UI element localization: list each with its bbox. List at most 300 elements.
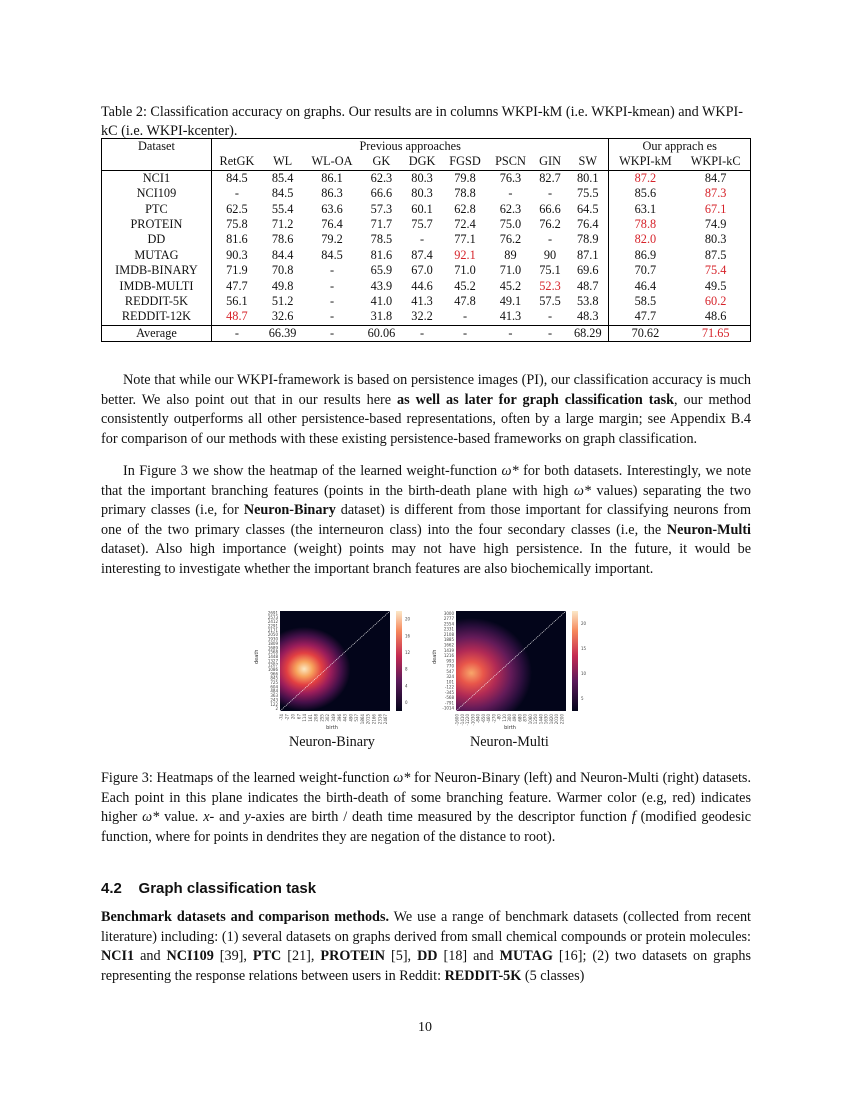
y-tick-label: 1216 (443, 653, 454, 659)
row-label: IMDB-BINARY (102, 263, 212, 278)
colorbar (572, 611, 578, 711)
table-cell: 68.29 (567, 325, 609, 341)
column-header: GIN (533, 154, 567, 170)
dataset-name: MUTAG (499, 948, 553, 965)
table-cell: 78.8 (454, 186, 476, 201)
table-cell: 71.9 (226, 263, 248, 278)
column-header: FGSD (442, 154, 488, 170)
text-run: , our method consistently outperforms all other persistence-based representations, often by a large margin; see Appendix B.4 for comparison of our methods with these existing persistence-based frameworks on graph classification. (101, 391, 751, 447)
x-tick-label: 161 (307, 714, 313, 722)
table-cell: 80.3 (681, 232, 750, 247)
text-run: [21], (281, 948, 321, 965)
y-tick-label: 1439 (443, 647, 454, 653)
text-run: Figure 3: Heatmaps of the learned weight-function (101, 770, 394, 786)
text-run: In Figure 3 we show the heatmap of the learned weight-function (123, 463, 502, 479)
math-omega: ω* (393, 770, 411, 786)
text-run: value. (159, 809, 204, 826)
y-tick-label: 1207 (267, 662, 278, 668)
table-cell: 87.5 (681, 248, 750, 263)
heatmap-neuron-binary (250, 606, 420, 731)
dataset-neuron-binary: Neuron-Binary (243, 502, 336, 519)
table-cell: 67.1 (681, 202, 750, 217)
table-cell: 81.6 (226, 232, 248, 247)
x-tick-label: 1440 (538, 714, 544, 725)
section-title: Graph classification task (138, 880, 317, 897)
colorbar-tick-label: 10 (581, 670, 587, 676)
table-cell: 69.6 (567, 263, 609, 278)
column-header: SW (567, 154, 609, 170)
y-tick-label: 2412 (267, 619, 278, 625)
dataset-name: NCI109 (166, 948, 214, 965)
figure-label-left: Neuron-Binary (289, 734, 375, 750)
table-cell: 48.3 (567, 309, 609, 325)
table-cell: 57.3 (370, 201, 393, 216)
y-tick-label: 2050 (267, 632, 278, 638)
table-cell: 75.1 (539, 263, 561, 278)
section-heading (101, 880, 316, 897)
x-tick-label: 1630 (543, 714, 549, 725)
row-label: REDDIT-5K (102, 294, 212, 309)
table-cell: 52.3 (539, 278, 561, 293)
table-cell: 76.2 (499, 232, 522, 247)
table-cell: 78.9 (567, 232, 609, 247)
table-cell: 41.0 (370, 294, 393, 309)
table-cell: 49.8 (271, 278, 294, 293)
table-cell: - (488, 325, 533, 341)
table-cell: 79.8 (454, 170, 476, 185)
table-cell: - (508, 186, 513, 201)
figure-caption (101, 769, 751, 847)
table-cell: 84.5 (321, 247, 343, 262)
y-tick-label: 2171 (267, 627, 278, 633)
row-label: DD (102, 232, 212, 247)
table-cell: 55.4 (271, 201, 294, 216)
x-tick-label: -460 (486, 714, 492, 724)
y-tick-label: 1662 (443, 642, 454, 648)
x-tick-label: 2467 (383, 714, 389, 725)
y-tick-label: 3000 (443, 610, 454, 616)
table-cell: 86.3 (321, 186, 343, 201)
math-f: f (631, 809, 636, 826)
results-table (101, 138, 751, 342)
table-cell: 82.0 (634, 232, 657, 247)
column-header: PSCN (488, 154, 533, 170)
paragraph-benchmarks (101, 908, 751, 986)
table-cell: - (329, 309, 335, 324)
colorbar-tick-label: 20 (405, 616, 411, 622)
table-cell: 47.8 (454, 294, 476, 309)
average-row (102, 325, 751, 341)
table-cell: 45.2 (454, 278, 476, 293)
table-cell: 71.65 (681, 325, 750, 341)
y-tick-label: 2331 (443, 626, 454, 632)
x-ticks (455, 714, 565, 726)
colorbar-tick-label: 20 (581, 620, 587, 626)
table-cell: 32.2 (411, 309, 433, 324)
table-cell: - (303, 325, 361, 341)
table-cell: 49.5 (681, 279, 750, 294)
table-cell: 49.1 (499, 294, 522, 309)
header-previous-approaches: Previous approaches (211, 139, 609, 155)
table-cell: 53.8 (567, 294, 609, 309)
row-label: NCI1 (102, 170, 212, 186)
header-empty (102, 154, 212, 170)
colorbar (396, 611, 402, 711)
table-cell: 48.7 (567, 279, 609, 294)
x-tick-label: -1220 (465, 714, 471, 726)
y-tick-label: 1568 (267, 649, 278, 655)
x-tick-label: 490 (512, 714, 518, 722)
table-cell: 76.4 (321, 217, 343, 232)
y-tick-label: 122 (270, 701, 278, 707)
y-tick-label: 2573 (267, 614, 278, 620)
x-tick-label: 1060 (527, 714, 533, 725)
table-cell: 66.6 (370, 186, 393, 201)
table-cell: 48.6 (681, 309, 750, 325)
y-ticks (442, 611, 454, 711)
text-run: values) separating the two primary classes (i.e, for (101, 482, 751, 519)
x-axis-label: birth (326, 725, 338, 731)
x-tick-label: 2010 (554, 714, 560, 725)
table-row (102, 263, 751, 278)
column-header: DGK (402, 154, 442, 170)
text-run: [39], (213, 948, 253, 965)
table-cell: 84.7 (681, 170, 750, 186)
text-run: [18] and (437, 948, 500, 965)
table-cell: - (462, 309, 468, 324)
table-cell: 62.8 (454, 201, 476, 216)
table-cell: - (329, 278, 335, 293)
table-row (102, 279, 751, 294)
y-tick-label: -1014 (442, 705, 454, 711)
text-run: - and (209, 809, 245, 826)
table-cell: - (533, 325, 567, 341)
table-cell: 75.7 (411, 217, 433, 232)
dataset-name: DD (417, 948, 438, 965)
table-cell: 57.5 (539, 294, 561, 309)
table-cell: 70.8 (271, 263, 294, 278)
table-row (102, 217, 751, 232)
table-cell: 80.3 (411, 170, 433, 185)
x-tick-label: -1030 (470, 714, 476, 726)
table-cell: 78.8 (634, 217, 657, 232)
x-tick-label: 1250 (533, 714, 539, 725)
y-tick-label: 2554 (443, 621, 454, 627)
table-cell: 84.5 (226, 170, 248, 185)
table-cell: 47.7 (634, 309, 657, 324)
table-cell: 60.1 (411, 201, 433, 216)
text-run: for Neuron-Binary (left) and Neuron-Multi (right) datasets. Each point in this plane indicates the birth-death of some branching feature. Warmer color (e.g, red) indicates higher (101, 770, 752, 826)
colorbar-ticks (405, 617, 411, 705)
table-cell: 74.9 (681, 217, 750, 232)
y-tick-label: 993 (446, 658, 454, 664)
y-tick-label: 243 (270, 697, 278, 703)
heatmap-neuron-multi (430, 606, 600, 731)
text-run: Note that while our WKPI-framework is based on persistence images (PI), our classification accuracy is much better. We also point out that in our results here (101, 372, 751, 408)
table-cell: 84.5 (271, 186, 294, 201)
row-label: NCI109 (102, 186, 212, 201)
y-tick-label: -345 (444, 689, 454, 695)
table-cell: 70.62 (609, 325, 681, 341)
x-ticks (279, 714, 388, 725)
y-tick-label: 101 (446, 679, 454, 685)
y-tick-label: 2108 (443, 631, 454, 637)
y-tick-label: 1689 (267, 645, 278, 651)
table-cell: 60.2 (681, 294, 750, 309)
table-cell: 32.6 (271, 309, 294, 324)
y-tick-label: 484 (270, 688, 278, 694)
row-label: PTC (102, 202, 212, 217)
table-cell: - (547, 186, 553, 201)
table-cell: 71.0 (454, 263, 476, 278)
dataset-neuron-multi: Neuron-Multi (666, 521, 751, 538)
x-tick-label: 300 (507, 714, 512, 722)
header-our-approaches: Our apprach es (609, 139, 751, 155)
colorbar-tick-label: 8 (405, 666, 408, 672)
y-tick-label: 1930 (267, 636, 278, 642)
row-label: PROTEIN (102, 217, 212, 232)
table-cell: 76.2 (539, 217, 561, 232)
table-row (102, 170, 751, 186)
table-cell: 92.1 (454, 247, 476, 262)
y-tick-label: 2777 (443, 616, 454, 622)
table-cell: 84.4 (271, 247, 294, 262)
colorbar-tick-label: 0 (405, 699, 408, 705)
x-tick-label: 870 (522, 714, 528, 722)
column-header: WL (262, 154, 303, 170)
figure-label-right: Neuron-Multi (470, 734, 549, 750)
table-cell: 56.1 (226, 294, 248, 309)
table-cell: 78.5 (370, 232, 393, 247)
x-tick-label: 114 (302, 714, 308, 722)
y-tick-label: 966 (270, 671, 278, 677)
table-cell: 82.7 (539, 170, 561, 185)
y-tick-label: 770 (446, 663, 454, 669)
x-tick-label: 490 (348, 714, 354, 722)
table-cell: 77.1 (454, 232, 476, 247)
table-cell: - (211, 325, 262, 341)
table-cell: - (234, 186, 239, 201)
x-tick-label: -27 (284, 714, 290, 721)
table-cell: 46.4 (634, 278, 657, 293)
table-cell: 66.6 (539, 201, 561, 216)
paragraph-persistence (101, 371, 751, 449)
text-run: and (134, 948, 167, 965)
x-tick-label: 255 (319, 714, 325, 722)
x-tick-label: 2166 (371, 714, 377, 725)
x-tick-label: 2015 (365, 714, 371, 725)
x-tick-label: 443 (342, 714, 348, 722)
table-cell: 86.9 (634, 247, 657, 262)
x-tick-label: 680 (517, 714, 523, 722)
table-cell: - (402, 325, 442, 341)
y-tick-label: 363 (270, 693, 278, 699)
y-tick-label: -791 (444, 700, 454, 706)
table-cell: 75.0 (499, 217, 522, 232)
page-number: 10 (418, 1020, 432, 1035)
y-tick-label: 725 (270, 680, 278, 686)
text-run: [16]; (2) two datasets on graphs representing the response relations between users in Reddit: (101, 948, 751, 984)
y-tick-label: 2291 (267, 623, 278, 629)
table-cell: - (547, 309, 553, 324)
table-cell: 80.3 (411, 186, 433, 201)
text-run: (5 classes) (521, 967, 585, 984)
table-cell: 75.4 (681, 263, 750, 278)
math-omega: ω* (142, 809, 160, 826)
table-cell: 62.3 (499, 201, 522, 216)
table-row (102, 186, 751, 201)
y-tick-label: -568 (444, 695, 454, 701)
table-cell: - (442, 325, 488, 341)
y-tick-label: 1885 (443, 637, 454, 643)
table-cell: 87.3 (681, 186, 750, 201)
y-tick-label: -122 (444, 684, 454, 690)
table-cell: 81.6 (370, 247, 393, 262)
y-tick-label: 604 (270, 684, 278, 690)
y-tick-label: 324 (446, 674, 454, 680)
table-cell: 58.5 (634, 294, 657, 309)
colorbar-ticks (581, 621, 587, 701)
table-row (102, 202, 751, 217)
table-cell: 90 (543, 247, 557, 262)
y-tick-label: 547 (446, 668, 454, 674)
table-cell: 31.8 (370, 309, 393, 324)
column-header: WKPI-kC (681, 154, 750, 170)
table-cell: 87.4 (411, 247, 433, 262)
column-header: WL-OA (303, 154, 361, 170)
row-label: REDDIT-12K (102, 309, 212, 325)
y-axis-label: death (432, 649, 438, 664)
x-tick-label: 110 (501, 714, 507, 722)
table-row (102, 309, 751, 325)
table-cell: 48.7 (226, 309, 248, 324)
text-run: [5], (385, 948, 418, 965)
y-tick-label: 1086 (267, 666, 278, 672)
table-cell: 72.4 (454, 217, 476, 232)
x-tick-label: -1410 (459, 714, 465, 726)
y-ticks (268, 610, 279, 711)
bold-phrase: as well as later for graph classification task (397, 391, 675, 408)
table-cell: 62.5 (226, 201, 248, 216)
table-cell: 45.2 (499, 278, 522, 293)
table-cell: 67.0 (411, 263, 433, 278)
x-tick-label: -80 (496, 714, 502, 721)
table-cell: 66.39 (262, 325, 303, 341)
colorbar-tick-label: 16 (405, 633, 411, 639)
table-row (102, 232, 751, 247)
row-label: MUTAG (102, 248, 212, 263)
column-header: RetGK (211, 154, 262, 170)
x-tick-label: 349 (331, 714, 336, 722)
table-cell: 44.6 (411, 278, 433, 293)
math-x: x (203, 809, 210, 826)
x-tick-label: -1600 (454, 714, 460, 726)
table-cell: 87.2 (634, 170, 657, 185)
colorbar-tick-label: 5 (581, 695, 584, 701)
column-header: WKPI-kM (609, 154, 681, 170)
text-run: We use a range of benchmark datasets (collected from recent literature) including: (1) several datasets on graphs derived from small chemical compounds or protein molecules: (101, 909, 752, 945)
table-cell: 64.5 (567, 202, 609, 217)
x-tick-label: 208 (313, 714, 319, 722)
table-cell: 60.06 (361, 325, 402, 341)
column-header-row (102, 154, 751, 170)
table-cell: 75.8 (226, 217, 248, 232)
table-cell: 90.3 (226, 247, 248, 262)
y-tick-label: 1327 (267, 658, 278, 664)
table-cell: 86.1 (321, 170, 343, 185)
table-cell: 51.2 (271, 294, 294, 309)
table-cell: 63.1 (634, 201, 657, 216)
math-omega: ω* (573, 482, 592, 499)
dataset-name: PROTEIN (320, 948, 386, 965)
x-tick-label: 2200 (559, 714, 565, 725)
table-cell: 63.6 (321, 201, 343, 216)
table-cell: 43.9 (370, 278, 393, 293)
text-run: dataset). Also high importance (weight) points may not have high persistence. In the future, it would be interesting to investigate whether the important branch features are also biochemically important. (101, 541, 751, 577)
text-run: for both datasets. Interestingly, we note that the important branching features (points in the birth-death plane with high (101, 463, 751, 499)
table-cell: 85.6 (634, 186, 657, 201)
colorbar-tick-label: 12 (405, 649, 411, 655)
header-dataset: Dataset (102, 139, 212, 155)
colorbar-tick-label: 4 (405, 683, 408, 689)
dataset-name: NCI1 (101, 948, 135, 965)
x-tick-label: -840 (475, 714, 481, 724)
table-cell: 41.3 (411, 294, 433, 309)
table-cell: 62.3 (370, 170, 393, 185)
table-cell: - (420, 232, 425, 247)
x-tick-label: -74 (278, 714, 284, 721)
x-tick-label: 20 (290, 714, 296, 720)
section-number: 4.2 (101, 880, 122, 897)
y-tick-label: 1448 (267, 653, 278, 659)
table-cell: 41.3 (499, 309, 522, 324)
table-cell: 71.2 (271, 217, 294, 232)
dataset-name: PTC (252, 948, 282, 965)
table-cell: 71.7 (370, 217, 393, 232)
y-axis-label: death (254, 649, 260, 664)
table-cell: 78.6 (271, 232, 294, 247)
column-header: GK (361, 154, 402, 170)
table-body (102, 170, 751, 341)
table-cell: - (329, 263, 335, 278)
x-tick-label: 67 (296, 714, 302, 720)
table-row (102, 248, 751, 263)
paragraph-heatmap (101, 462, 751, 580)
text-run: -axies are birth / death time measured by the descriptor function (250, 809, 632, 826)
table-cell: 79.2 (321, 232, 343, 247)
table-cell: 76.3 (499, 170, 522, 185)
x-axis-label: birth (504, 725, 516, 731)
table-cell: 71.0 (499, 263, 522, 278)
text-run: dataset) is different from those important for classifying neurons from one of the two primary classes (the interneuron class) into the four secondary classes (i.e, the (101, 502, 751, 538)
table-caption: Table 2: Classification accuracy on graphs. Our results are in columns WKPI-kM (i.e. WKPI-kmean) and WKPI-kC (i.e. WKPI-kcenter). (101, 104, 744, 139)
math-y: y (244, 809, 251, 826)
x-tick-label: 2316 (377, 714, 383, 725)
y-tick-label: 2691 (267, 610, 278, 616)
table-cell: 65.9 (370, 263, 393, 278)
y-tick-label: 1809 (267, 640, 278, 646)
row-label: IMDB-MULTI (102, 279, 212, 294)
table-cell: 76.4 (567, 217, 609, 232)
x-tick-label: 302 (325, 714, 331, 722)
row-label: Average (102, 325, 212, 341)
table-cell: 70.7 (634, 263, 657, 278)
x-tick-label: 1864 (359, 714, 365, 725)
table-cell: 47.7 (226, 278, 248, 293)
run-in-heading: Benchmark datasets and comparison methods. (101, 909, 390, 925)
table-cell: 80.1 (567, 170, 609, 186)
math-omega: ω* (501, 463, 519, 479)
